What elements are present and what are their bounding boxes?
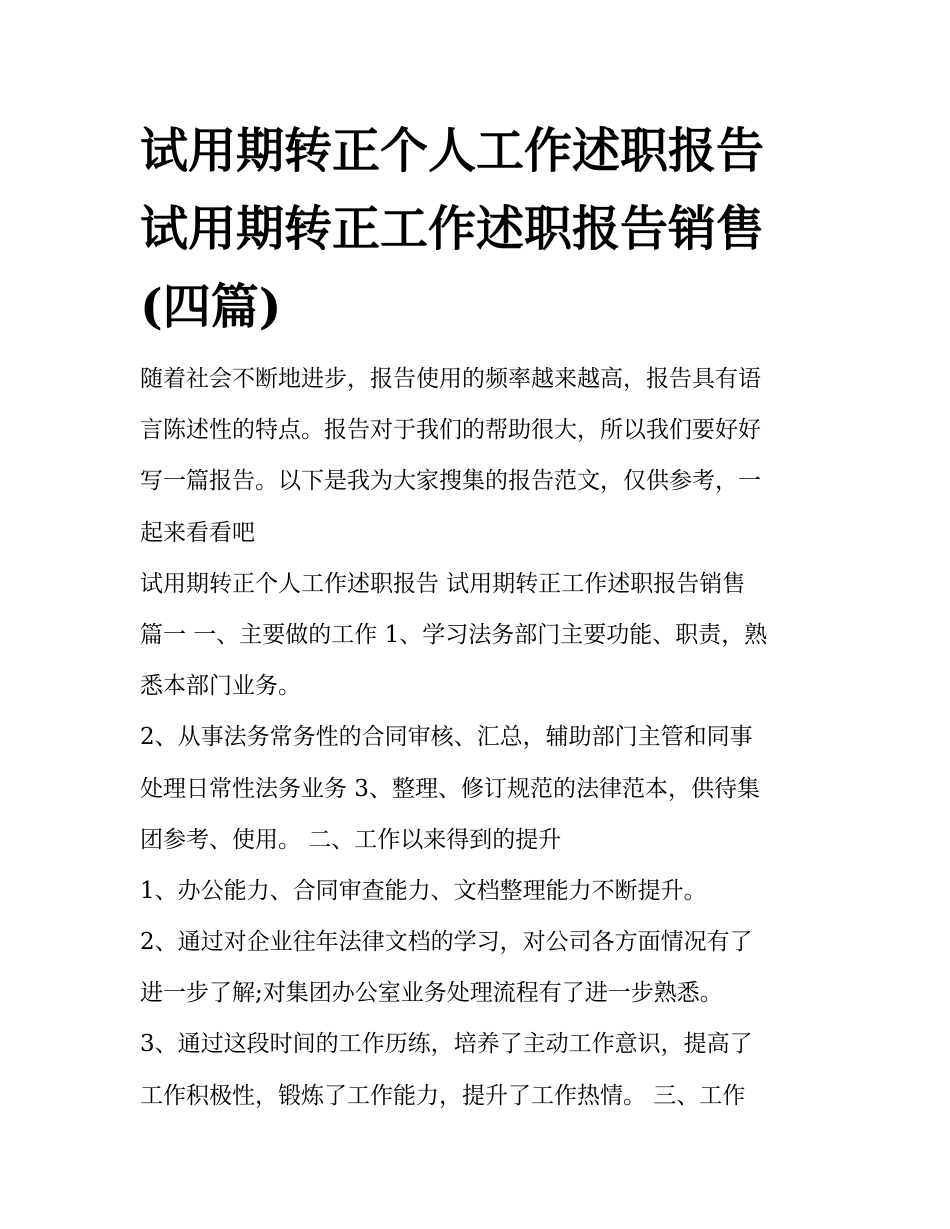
body-line: 言陈述性的特点。报告对于我们的帮助很大，所以我们要好好 [140, 417, 761, 444]
body-line: 篇一 一、主要做的工作 1、学习法务部门主要功能、职责，熟 [140, 621, 768, 648]
document-body [140, 354, 820, 1122]
body-line: 进一步了解;对集团办公室业务处理流程有了进一步熟悉。 [140, 980, 723, 1007]
body-line: 工作积极性，锻炼了工作能力，提升了工作热情。 三、工作 [140, 1082, 746, 1109]
body-line: 随着社会不断地进步，报告使用的频率越来越高，报告具有语 [140, 366, 761, 392]
body-line: 2、从事法务常务性的合同审核、汇总，辅助部门主管和同事 [140, 724, 753, 751]
body-line: 写一篇报告。以下是我为大家搜集的报告范文，仅供参考，一 [140, 468, 761, 495]
body-line: 处理日常性法务业务 3、整理、修订规范的法律范本，供待集 [140, 775, 760, 802]
body-line: 团参考、使用。 二、工作以来得到的提升 [140, 826, 562, 853]
body-line: 试用期转正个人工作述职报告 试用期转正工作述职报告销售 [140, 570, 746, 597]
document-title [140, 112, 820, 346]
title-line-3: (四篇) [140, 279, 282, 335]
body-line: 悉本部门业务。 [140, 673, 301, 700]
body-line: 起来看看吧 [140, 519, 255, 546]
title-line-1: 试用期转正个人工作述职报告 [140, 123, 765, 179]
title-line-2: 试用期转正工作述职报告销售 [140, 201, 765, 257]
body-line: 3、通过这段时间的工作历练，培养了主动工作意识，提高了 [140, 1031, 753, 1058]
body-line: 1、办公能力、合同审查能力、文档整理能力不断提升。 [140, 877, 707, 904]
body-line: 2、通过对企业往年法律文档的学习，对公司各方面情况有了 [140, 929, 753, 956]
